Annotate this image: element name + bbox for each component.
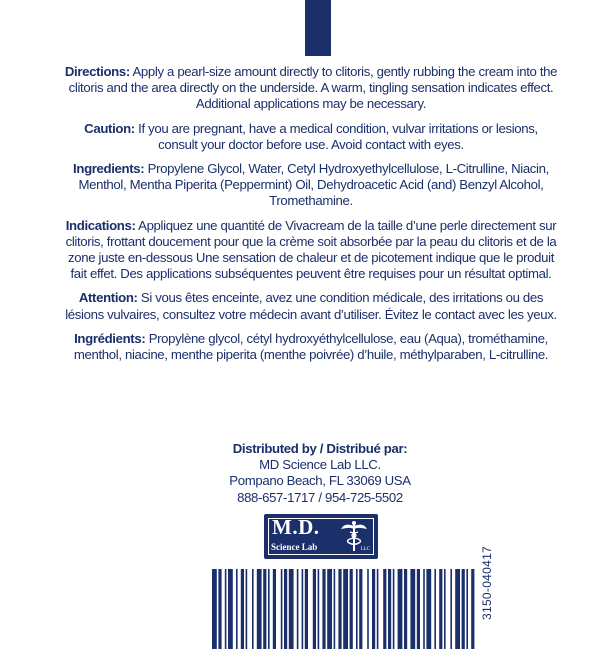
caution-text: If you are pregnant, have a medical condition, vulvar irritations or lesions, consult your doctor before use. Avoid contact with eyes. <box>134 120 538 152</box>
barcode-bar <box>212 569 217 649</box>
attention-heading: Attention: <box>78 290 138 306</box>
attention-paragraph <box>64 290 558 322</box>
barcode-bar <box>268 569 270 649</box>
ingredients-fr-text: Propylène glycol, cétyl hydroxyéthylcellulose, eau (Aqua), trométhamine, menthol, niacine, menthe piperita (menthe poivrée) d’huile, méthylparaben, L-citrulline. <box>73 330 549 363</box>
caution-heading: Caution: <box>84 120 135 136</box>
barcode-bar <box>417 569 420 649</box>
barcode-bar <box>410 569 415 649</box>
md-science-lab-logo <box>264 514 378 559</box>
barcode-bar <box>284 569 287 649</box>
barcode-bar <box>444 569 446 649</box>
logo-llc-text: LLC <box>360 547 370 552</box>
barcode-bar <box>398 569 403 649</box>
distributor-block <box>190 441 450 506</box>
distributor-heading: Distributed by / Distribué par: <box>232 441 408 456</box>
barcode-bar <box>236 569 238 649</box>
barcode-bar <box>439 569 442 649</box>
barcode-bar <box>367 569 369 649</box>
barcode-bar <box>228 569 233 649</box>
barcode-bar <box>343 569 348 649</box>
top-color-bar <box>305 0 331 56</box>
barcode-bar <box>225 569 227 649</box>
ingredients-fr-paragraph <box>64 331 558 363</box>
barcode-bar <box>471 569 474 649</box>
barcode-bar <box>327 569 332 649</box>
barcode-bar <box>455 569 460 649</box>
barcode-bar <box>338 569 341 649</box>
barcode-bar <box>404 569 407 649</box>
barcode <box>212 569 482 649</box>
distributor-phone: 888-657-1717 / 954-725-5502 <box>237 489 403 505</box>
barcode-bar <box>273 569 276 649</box>
label-text-block <box>64 64 558 371</box>
directions-paragraph <box>64 64 558 113</box>
barcode-bar <box>252 569 254 649</box>
ingredients-paragraph <box>64 161 558 210</box>
barcode-bar <box>372 569 375 649</box>
caution-paragraph <box>64 121 558 153</box>
barcode-bar <box>450 569 452 649</box>
barcode-bar <box>318 569 320 649</box>
barcode-bar <box>423 569 425 649</box>
barcode-bar <box>289 569 294 649</box>
distributor-name: MD Science Lab LLC. <box>259 457 381 473</box>
ingredients-text: Propylene Glycol, Water, Cetyl Hydroxyethylcellulose, L-Citrulline, Niacin, Menthol, Mentha Piperita (Peppermint) Oil, Dehydroacetic Acid (and) Benzyl Alcohol, Tromethamine. <box>78 161 549 209</box>
barcode-bar <box>350 569 353 649</box>
barcode-bar <box>388 569 391 649</box>
indications-heading: Indications: <box>65 217 136 233</box>
barcode-bar <box>322 569 325 649</box>
barcode-bar <box>241 569 244 649</box>
attention-text: Si vous êtes enceinte, avez une condition médicale, des irritations ou des lésions vulvaires, consultez votre médecin avant d’utiliser. Évitez le contact avec les yeux. <box>65 290 557 322</box>
barcode-bar <box>281 569 283 649</box>
barcode-bar <box>257 569 262 649</box>
ingredients-fr-heading: Ingrédients: <box>74 330 146 346</box>
barcode-bar <box>297 569 299 649</box>
barcode-bar <box>246 569 248 649</box>
barcode-bar <box>359 569 362 649</box>
barcode-bar <box>434 569 436 649</box>
barcode-bar <box>313 569 316 649</box>
barcode-bar <box>305 569 308 649</box>
barcode-bar <box>302 569 304 649</box>
barcode-bar <box>466 569 468 649</box>
barcode-bar <box>263 569 266 649</box>
barcode-bar <box>462 569 465 649</box>
distributor-address: Pompano Beach, FL 33069 USA <box>229 473 411 489</box>
barcode-bar <box>383 569 386 649</box>
barcode-number: 3150-040417 <box>480 545 494 620</box>
caduceus-icon <box>340 520 368 552</box>
logo-md-text: M.D. <box>272 515 320 539</box>
barcode-bar <box>426 569 431 649</box>
indications-text: Appliquez une quantité de Vivacream de la taille d’une perle directement sur clitoris, frottant doucement pour que la crème soit absorbée par la peau du clitoris et de la zone juste en-dessous Une sensation de chaleur et de picotement indique que le produit fait effet. Des applications subséquentes peuvent être requises pour un résultat optimal. <box>65 217 557 282</box>
ingredients-heading: Ingredients: <box>73 161 145 177</box>
barcode-bar <box>377 569 379 649</box>
barcode-bar <box>218 569 221 649</box>
barcode-bar <box>356 569 358 649</box>
barcode-bar <box>334 569 336 649</box>
indications-paragraph <box>64 218 558 283</box>
directions-heading: Directions: <box>64 64 130 79</box>
logo-sub-text: Science Lab <box>271 542 318 552</box>
directions-text: Apply a pearl-size amount directly to clitoris, gently rubbing the cream into the clitoris and the area directly on the underside. A warm, tingling sensation indicates effect. Additional applications may be necessary. <box>68 64 558 112</box>
barcode-bar <box>393 569 395 649</box>
